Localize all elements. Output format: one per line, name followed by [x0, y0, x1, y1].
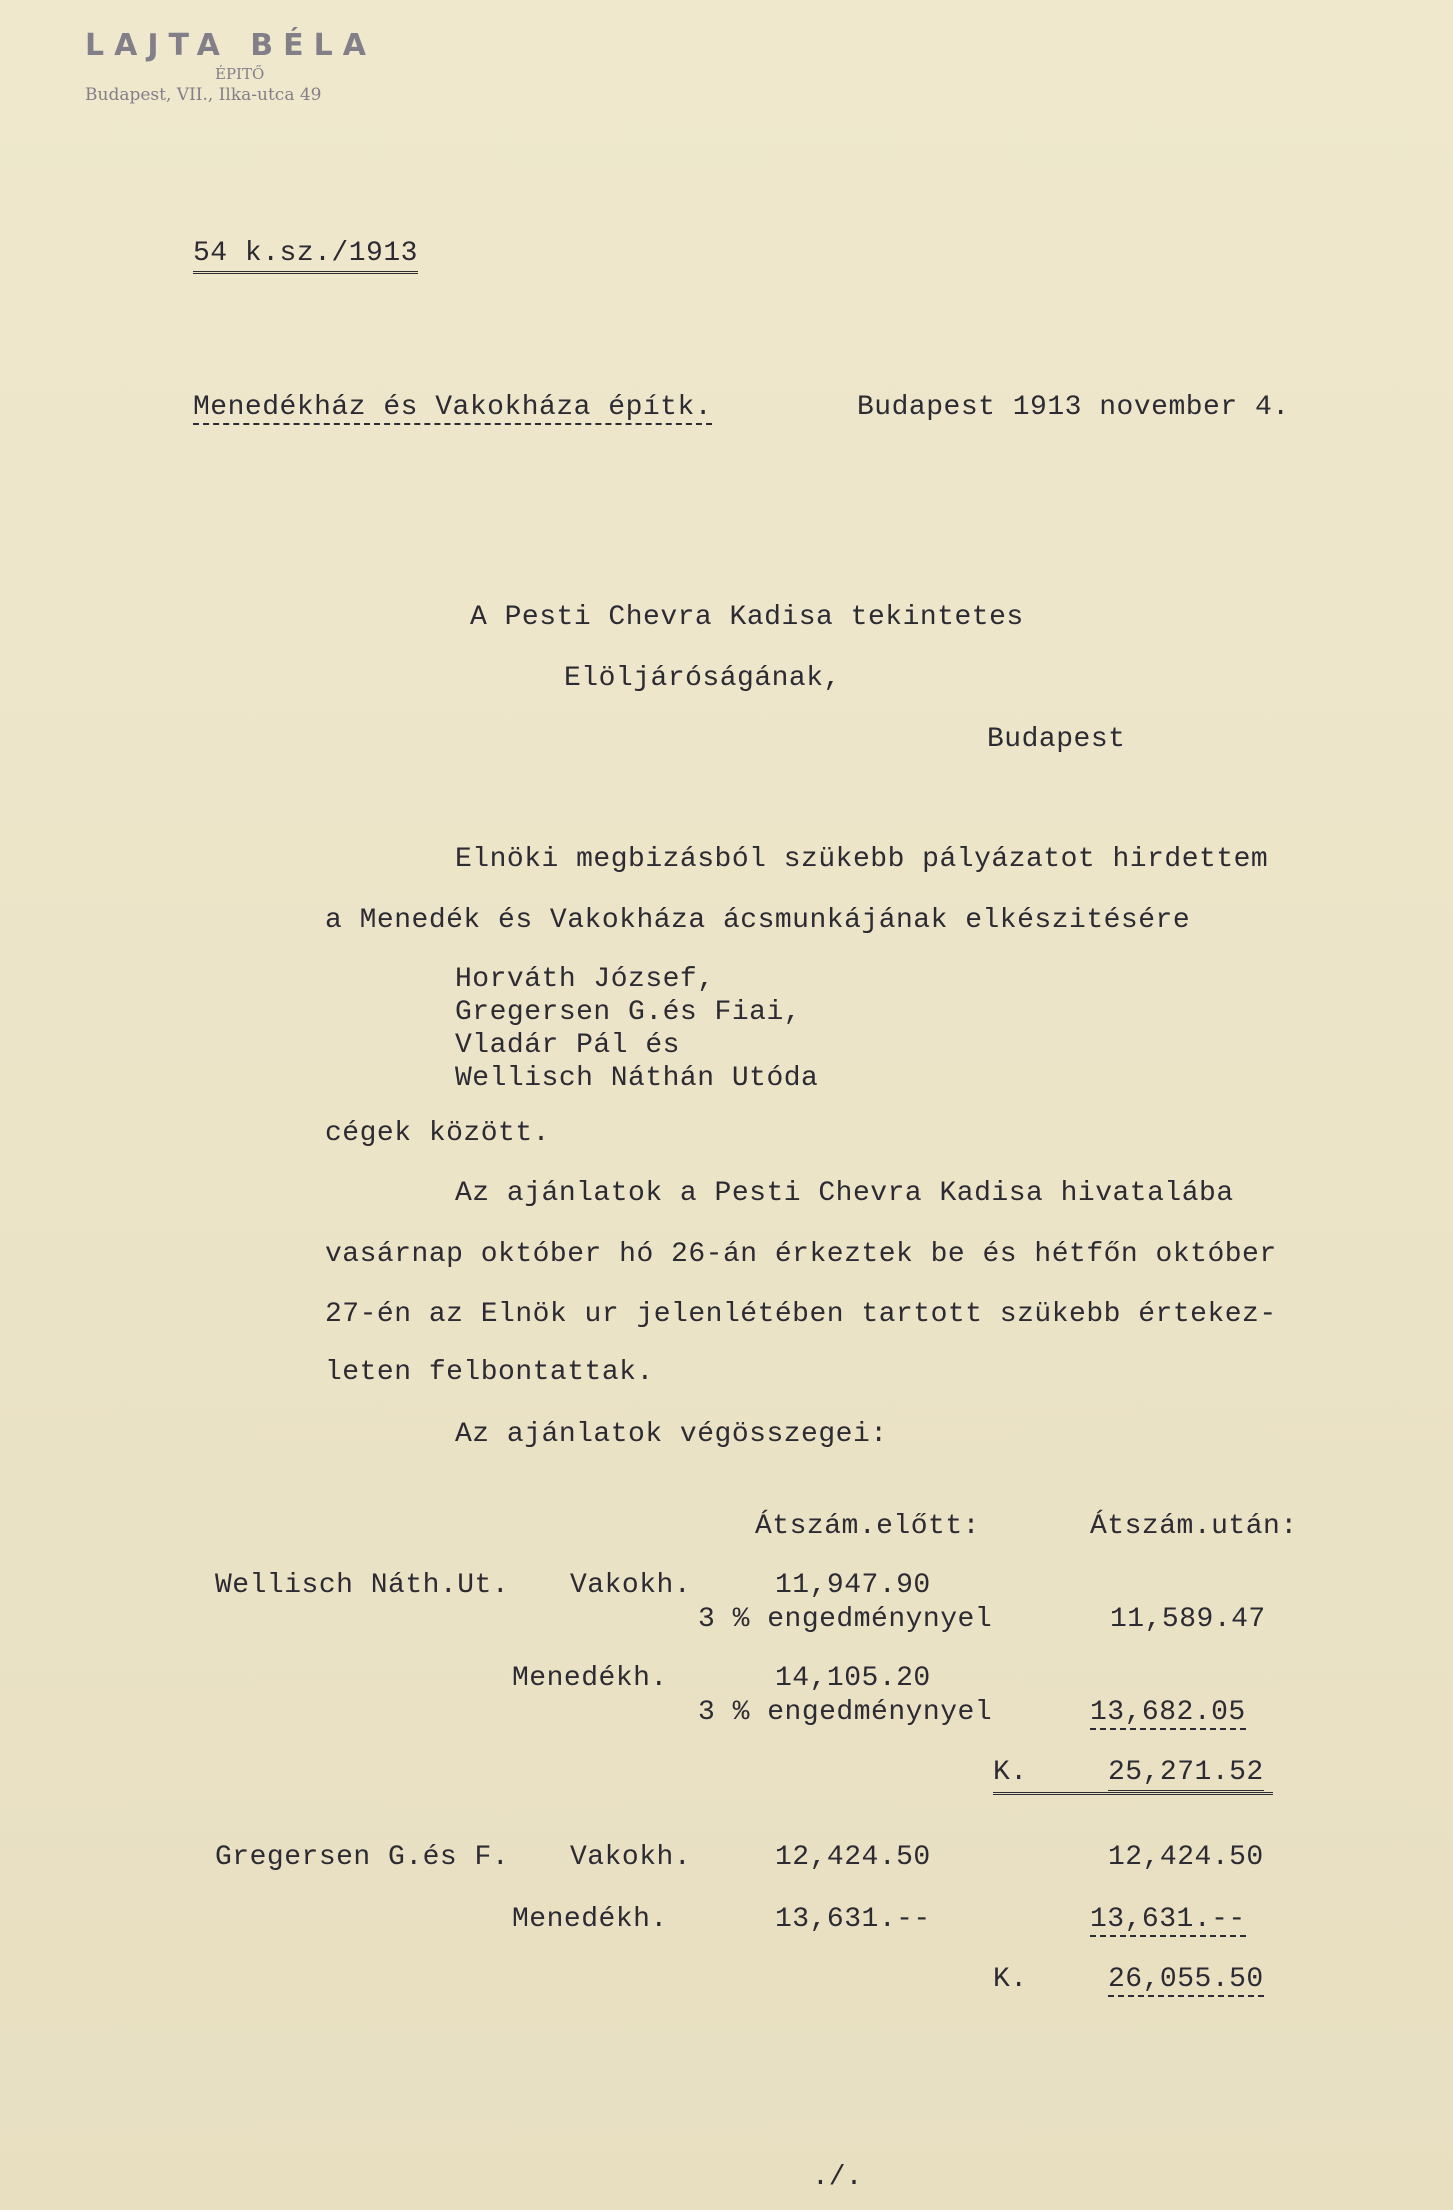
- wellisch-menedekh-after: 13,682.05: [1090, 1697, 1246, 1728]
- wellisch-total: 25,271.52: [1108, 1757, 1264, 1793]
- firm-4: Wellisch Náthán Utóda: [455, 1063, 819, 1094]
- wellisch-firm: Wellisch Náth.Ut.: [215, 1570, 510, 1601]
- totals-heading: Az ajánlatok végösszegei:: [455, 1419, 888, 1450]
- reference-number: 54 k.sz./1913: [193, 238, 418, 274]
- firm-1: Horváth József,: [455, 964, 715, 995]
- para2-line-4: leten felbontattak.: [325, 1357, 654, 1388]
- letterhead-name: LAJTA BÉLA: [85, 28, 376, 63]
- para2-line-2: vasárnap október hó 26-án érkeztek be és hétfőn október: [325, 1239, 1277, 1270]
- wellisch-menedekh-label: Menedékh.: [512, 1663, 668, 1694]
- firms-tail: cégek között.: [325, 1118, 550, 1149]
- wellisch-total-rule: [993, 1790, 1273, 1795]
- gregersen-menedekh-before: 13,631.--: [775, 1904, 931, 1935]
- wellisch-vakokh-label: Vakokh.: [570, 1570, 692, 1601]
- intro-line-2: a Menedék és Vakokháza ácsmunkájának elkészitésére: [325, 905, 1191, 936]
- firm-2: Gregersen G.és Fiai,: [455, 997, 802, 1028]
- subject-line: Menedékház és Vakokháza építk.: [193, 392, 713, 423]
- wellisch-vakokh-after: 11,589.47: [1110, 1604, 1266, 1635]
- col-header-before: Átszám.előtt:: [755, 1511, 980, 1542]
- addressee-line-2: Elöljáróságának,: [564, 663, 841, 694]
- gregersen-vakokh-after: 12,424.50: [1108, 1842, 1264, 1873]
- gregersen-vakokh-before: 12,424.50: [775, 1842, 931, 1873]
- wellisch-discount-1: 3 % engedménynyel: [698, 1604, 993, 1635]
- gregersen-vakokh-label: Vakokh.: [570, 1842, 692, 1873]
- gregersen-menedekh-label: Menedékh.: [512, 1904, 668, 1935]
- wellisch-discount-2: 3 % engedménynyel: [698, 1697, 993, 1728]
- para2-line-3: 27-én az Elnök ur jelenlétében tartott szükebb értekez-: [325, 1299, 1277, 1330]
- letterhead-role: ÉPITŐ: [215, 65, 265, 83]
- gregersen-total: 26,055.50: [1108, 1964, 1264, 1995]
- col-header-after: Átszám.után:: [1090, 1511, 1298, 1542]
- wellisch-currency: K.: [993, 1757, 1028, 1788]
- gregersen-menedekh-after: 13,631.--: [1090, 1904, 1246, 1935]
- gregersen-currency: K.: [993, 1964, 1028, 1995]
- addressee-line-1: A Pesti Chevra Kadisa tekintetes: [470, 602, 1024, 633]
- firm-3: Vladár Pál és: [455, 1030, 680, 1061]
- wellisch-vakokh-before: 11,947.90: [775, 1570, 931, 1601]
- intro-line-1: Elnöki megbizásból szükebb pályázatot hirdettem: [455, 844, 1269, 875]
- gregersen-firm: Gregersen G.és F.: [215, 1842, 510, 1873]
- wellisch-menedekh-before: 14,105.20: [775, 1663, 931, 1694]
- letterhead-address: Budapest, VII., Ilka-utca 49: [85, 85, 322, 105]
- place-date: Budapest 1913 november 4.: [857, 392, 1290, 423]
- show-through-text: [260, 180, 978, 210]
- para2-line-1: Az ajánlatok a Pesti Chevra Kadisa hivatalába: [455, 1178, 1234, 1209]
- continuation-mark: ./.: [812, 2162, 863, 2193]
- addressee-city: Budapest: [987, 724, 1126, 755]
- letterhead-stamp: [85, 28, 376, 105]
